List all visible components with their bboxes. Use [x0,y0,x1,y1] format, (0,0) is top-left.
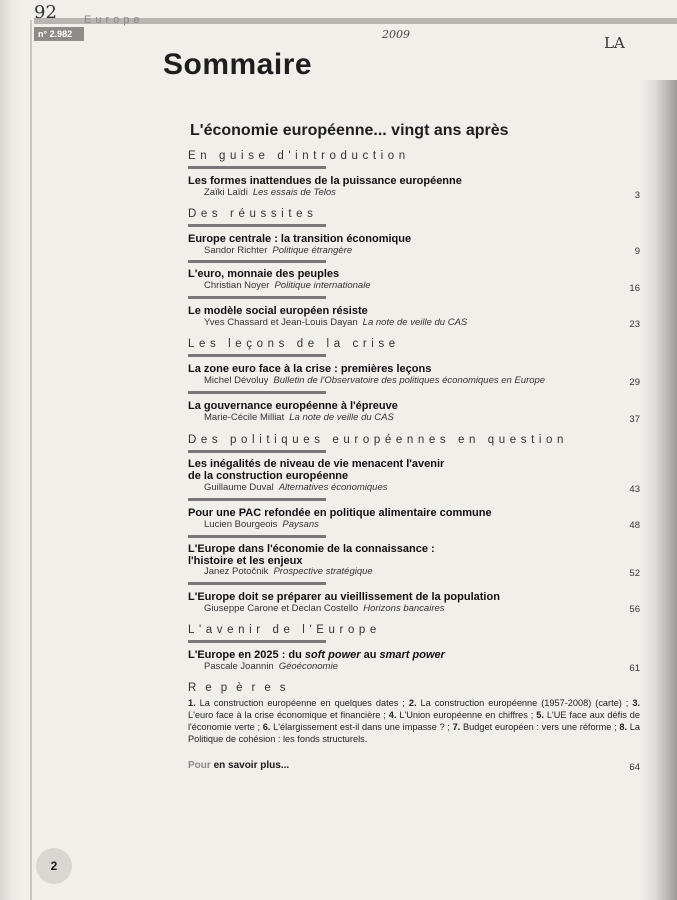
article-title-part: smart power [379,649,445,661]
article-source: Politique internationale [274,280,371,291]
article-title-part: L'Europe en 2025 : du [188,649,305,661]
handwritten-number: 92 [34,2,57,23]
article-byline [204,245,352,256]
repere-number: 4. [388,710,397,720]
repere-number: 5. [536,710,544,720]
page-ref: 9 [634,246,640,257]
page-ref: 3 [634,190,640,201]
repere-text: La construction européenne en quelques dates ; [195,698,409,708]
repere-text: L'Union européenne en chiffres ; [396,710,537,720]
section-rule [188,640,326,643]
article-title-line: Les inégalités de niveau de vie menacent l'avenir [188,458,445,470]
section-heading: Des politiques européennes en question [188,434,569,446]
article-byline [204,412,394,423]
article-title-part: soft power [304,649,361,661]
article-byline [204,566,373,577]
page-ref: 64 [629,762,640,773]
reperes-list [188,697,640,745]
article-source: Politique étrangère [272,245,353,256]
article-rule [188,296,326,299]
section-heading: Les leçons de la crise [188,338,400,350]
section-heading: En guise d'introduction [188,150,410,162]
article-author: Sandor Richter [204,245,268,256]
page-edge-shadow [640,80,677,900]
article-title [188,543,435,567]
repere-text: L'élargissement est-il dans une impasse ? ; [270,722,453,732]
article-author: Zaïki Laïdi [204,187,248,198]
article-source: Horizons bancaires [363,603,445,614]
article-source: Bulletin de l'Observatoire des politiques économiques en Europe [273,375,546,386]
article-source: Les essais de Telos [252,187,336,198]
article-title: L'euro, monnaie des peuples [188,268,340,280]
section-heading: L'avenir de l'Europe [188,624,381,636]
article-title: Pour une PAC refondée en politique alimentaire commune [188,507,492,519]
repere-text: La construction européenne (1957-2008) (carte) ; [416,698,633,708]
spine-rule [30,20,32,900]
reperes-heading: Repères [188,682,295,694]
section-name: Europe [84,14,144,26]
article-source: La note de veille du CAS [362,317,468,328]
article-title-line: de la construction européenne [188,470,349,482]
article-title: Europe centrale : la transition économique [188,233,412,245]
article-title [188,458,444,482]
article-author: Christian Noyer [204,280,270,291]
repere-number: 7. [452,722,461,732]
page-ref: 48 [629,520,640,531]
pour-word: Pour [188,760,211,771]
handwritten-year: 2009 [382,28,410,41]
article-rule [188,498,326,501]
article-title: La gouvernance européenne à l'épreuve [188,400,398,412]
article-byline [204,603,445,614]
article-title-line: L'Europe dans l'économie de la connaissance : [188,543,435,555]
article-author: Pascale Joannin [204,661,274,672]
article-byline [204,661,338,672]
article-source: La note de veille du CAS [289,412,394,423]
article-author: Marie-Cécile Milliat [204,412,285,423]
section-rule [188,224,326,227]
article-source: Alternatives économiques [278,482,388,493]
repere-text: La Politique de cohésion : les fonds structurels. [188,722,640,744]
section-heading: Des réussites [188,208,318,220]
repere-number: 8. [619,722,628,732]
article-source: Géoéconomie [278,661,338,672]
section-rule [188,166,326,169]
article-author: Giuseppe Carone et Declan Costello [204,603,359,614]
article-byline [204,317,467,328]
article-source: Prospective stratégique [273,566,373,577]
article-byline [204,519,319,530]
repere-text: L'UE face aux défis de l'économie verte ; [188,710,640,732]
article-rule [188,260,326,263]
article-rule [188,535,326,538]
pour-en-savoir-plus [188,760,289,771]
page-ref: 16 [629,283,640,294]
page-ref: 29 [629,377,640,388]
pour-rest: en savoir plus... [213,760,290,771]
section-rule [188,354,326,357]
article-title: La zone euro face à la crise : premières leçons [188,363,432,375]
article-title-line: l'histoire et les enjeux [188,555,303,567]
page-ref: 56 [629,604,640,615]
repere-number: 3. [632,698,640,708]
article-title-part: au [360,649,380,661]
article-rule [188,391,326,394]
issue-badge: n° 2.982 [34,27,84,41]
repere-text: L'euro face à la crise économique et financière ; [188,710,389,720]
article-author: Janez Potočnik [204,566,269,577]
page-number-badge: 2 [36,848,72,884]
article-author: Yves Chassard et Jean-Louis Dayan [204,317,358,328]
binding-spine [0,0,22,900]
page-ref: 52 [629,568,640,579]
article-author: Lucien Bourgeois [204,519,278,530]
article-title: Les formes inattendues de la puissance européenne [188,175,462,187]
page-ref: 43 [629,484,640,495]
handwritten-code: LA [604,34,625,52]
article-title [188,649,445,661]
dossier-title: L'économie européenne... vingt ans après [190,122,509,139]
article-byline [204,482,388,493]
article-byline [204,375,545,386]
repere-text: Budget européen : vers une réforme ; [460,722,620,732]
page-title: Sommaire [163,48,313,81]
article-byline [204,187,336,198]
article-title: L'Europe doit se préparer au vieillissement de la population [188,591,500,603]
article-rule [188,582,326,585]
article-source: Paysans [282,519,319,530]
section-rule [188,450,326,453]
repere-number: 6. [262,722,271,732]
repere-number: 1. [188,698,196,708]
page-ref: 37 [629,414,640,425]
article-author: Guillaume Duval [204,482,274,493]
article-title: Le modèle social européen résiste [188,305,368,317]
page-ref: 61 [629,663,640,674]
repere-number: 2. [408,698,417,708]
article-byline [204,280,371,291]
article-author: Michel Dévoluy [204,375,269,386]
page-ref: 23 [629,319,640,330]
